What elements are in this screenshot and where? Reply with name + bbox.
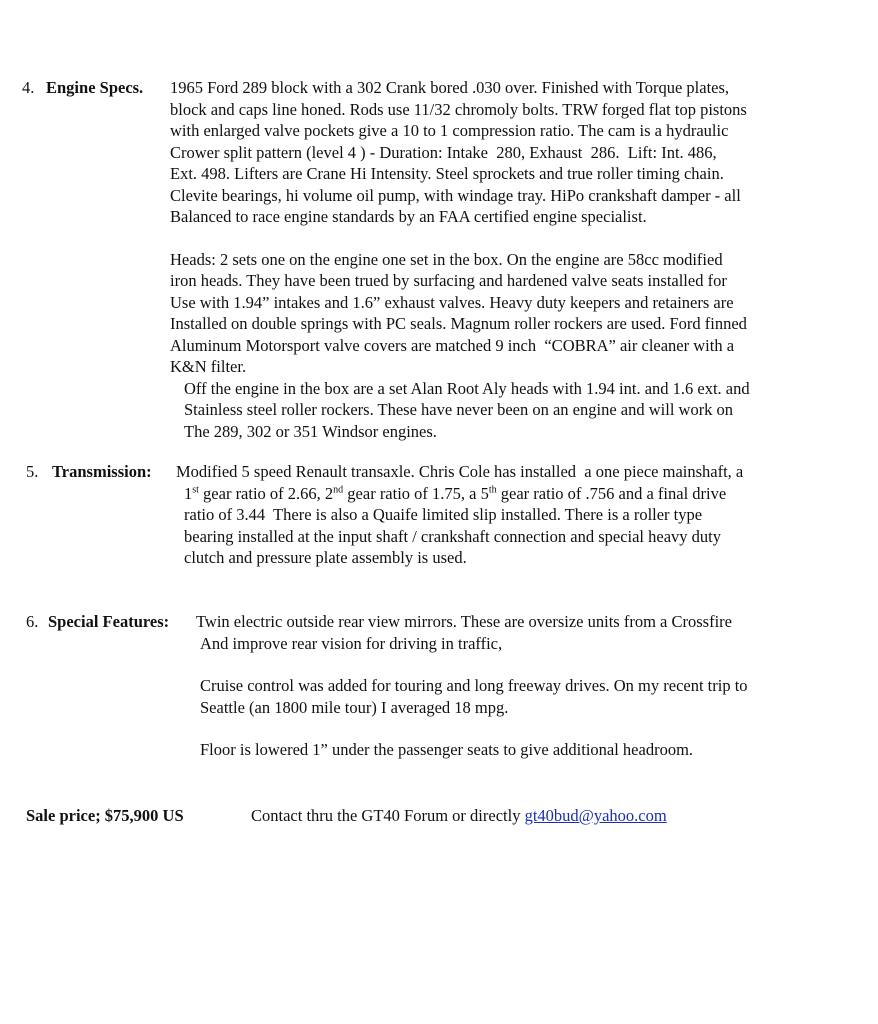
transmission-line: bearing installed at the input shaft / crankshaft connection and special heavy duty [184, 526, 721, 546]
heads-line: Aluminum Motorsport valve covers are matched 9 inch “COBRA” air cleaner with a [170, 335, 735, 355]
heads-line: Installed on double springs with PC seals. Magnum roller rockers are used. Ford finned [170, 314, 747, 333]
box-heads-line: The 289, 302 or 351 Windsor engines. [184, 421, 437, 441]
engine-line: 1965 Ford 289 block with a 302 Crank bored .030 over. Finished with Torque plates, [170, 78, 730, 97]
mirrors-line: And improve rear vision for driving in traffic, [200, 633, 503, 653]
heads-line: K&N filter. [170, 357, 247, 376]
transmission-gear-line: 1st gear ratio of 2.66, 2nd gear ratio of 1.75, a 5th gear ratio of .756 and a final drive [184, 483, 727, 503]
box-heads-line: Stainless steel roller rockers. These have never been on an engine and will work on [184, 400, 734, 419]
sale-line [26, 805, 838, 829]
engine-specs-section [22, 77, 838, 447]
transmission-line: Modified 5 speed Renault transaxle. Chris Cole has installed a one piece mainshaft, a [176, 462, 744, 481]
transmission-line: ratio of 3.44 There is also a Quaife limited slip installed. There is a roller type [184, 505, 703, 524]
cruise-line: Cruise control was added for touring and long freeway drives. On my recent trip to [200, 676, 748, 695]
engine-line: block and caps line honed. Rods use 11/32 chromoly bolts. TRW forged flat top pistons [170, 99, 747, 119]
section-number: 6. [26, 612, 39, 631]
heads-line: iron heads. They have been trued by surfacing and hardened valve seats installed for [170, 271, 727, 290]
section-heading: Engine Specs. [46, 78, 144, 97]
engine-line: with enlarged valve pockets give a 10 to 1 compression ratio. The cam is a hydraulic [170, 121, 729, 140]
section-heading: Special Features: [48, 612, 170, 631]
special-features-body [196, 611, 748, 761]
section-number: 5. [26, 462, 39, 481]
heads-line: Use with 1.94” intakes and 1.6” exhaust valves. Heavy duty keepers and retainers are [170, 292, 734, 312]
transmission-line: clutch and pressure plate assembly is used. [184, 548, 467, 567]
contact-info [251, 805, 667, 827]
transmission-section [26, 461, 838, 576]
engine-line: Balanced to race engine standards by an FAA certified engine specialist. [170, 207, 647, 226]
engine-line: Clevite bearings, hi volume oil pump, with windage tray. HiPo crankshaft damper - all [170, 185, 741, 205]
email-link[interactable]: gt40bud@yahoo.com [524, 806, 667, 825]
box-heads-line: Off the engine in the box are a set Alan Root Aly heads with 1.94 int. and 1.6 ext. and [184, 378, 750, 398]
heads-line: Heads: 2 sets one on the engine one set in the box. On the engine are 58cc modified [170, 249, 723, 269]
contact-text: Contact thru the GT40 Forum or directly [251, 806, 525, 825]
section-heading: Transmission: [52, 462, 152, 481]
sale-price: Sale price; $75,900 US [26, 806, 184, 825]
engine-specs-body [170, 77, 750, 442]
engine-line: Ext. 498. Lifters are Crane Hi Intensity. Steel sprockets and true roller timing chain. [170, 164, 724, 183]
floor-line: Floor is lowered 1” under the passenger seats to give additional headroom. [200, 740, 694, 759]
engine-line: Crower split pattern (level 4 ) - Duration: Intake 280, Exhaust 286. Lift: Int. 486, [170, 142, 717, 162]
transmission-body [176, 461, 743, 569]
mirrors-line: Twin electric outside rear view mirrors. These are oversize units from a Crossfire [196, 612, 732, 631]
cruise-line: Seattle (an 1800 mile tour) I averaged 18 mpg. [200, 697, 509, 717]
special-features-section [26, 611, 838, 761]
section-number: 4. [22, 78, 35, 97]
